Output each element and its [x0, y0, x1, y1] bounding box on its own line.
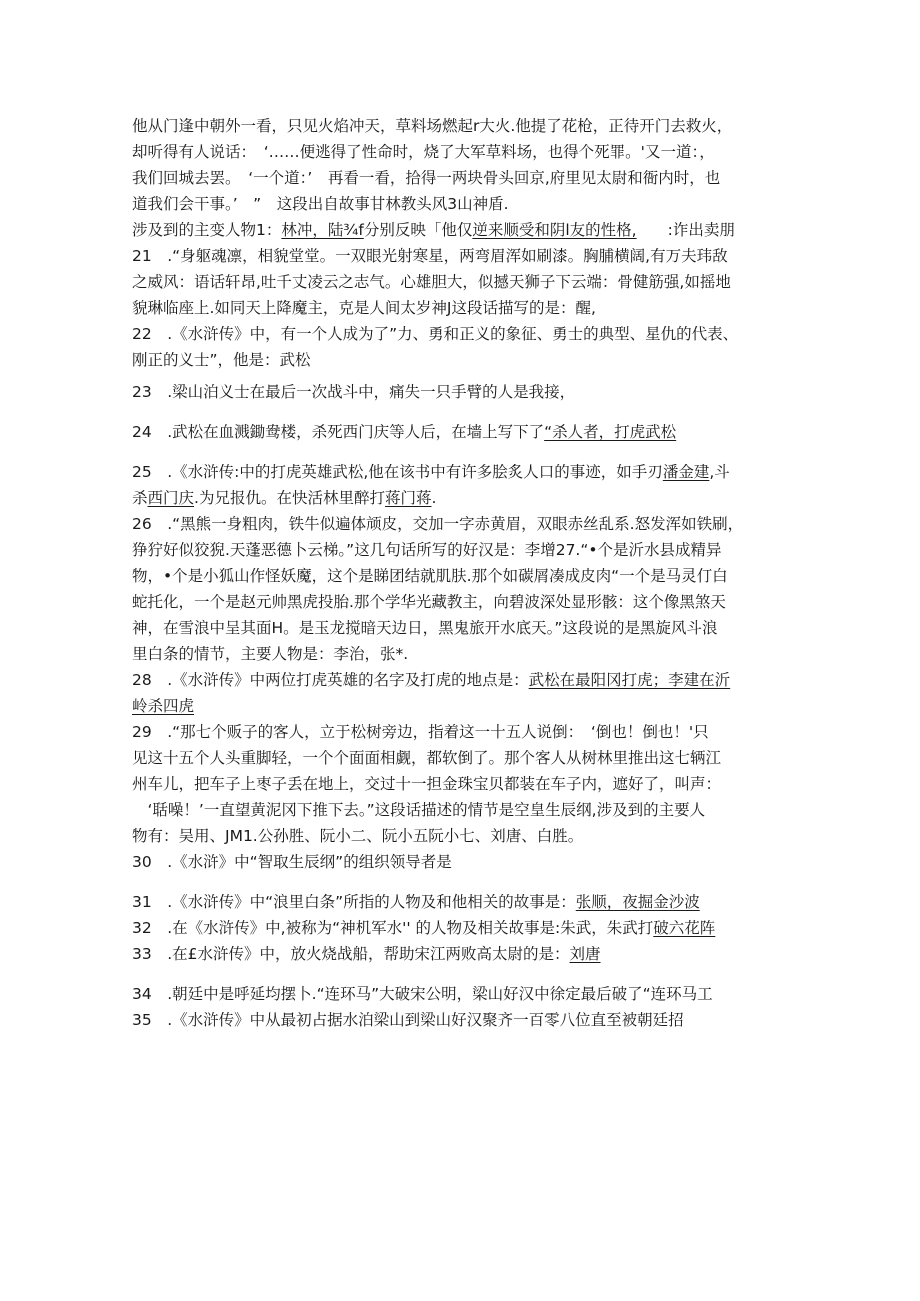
text-segment: 21 .“身躯魂凛，相貌堂堂。一双眼光射寒星，两弯眉浑如刷漆。胸脯横阔,有万夫玮敌	[132, 247, 728, 265]
text-line	[132, 295, 797, 321]
text-segment: 分别反映「他仅	[363, 221, 473, 239]
text-line	[132, 1007, 797, 1033]
text-line	[132, 889, 797, 915]
underlined-answer: 武松在最阳冈打虎；李建在沂	[528, 671, 731, 689]
text-line	[132, 771, 797, 797]
text-segment: 里白条的情节，主要人物是：李治，张*.	[132, 645, 409, 663]
text-line	[132, 511, 797, 537]
text-segment: 我们回城去罢。 ‘一个道：’ 再看一看，拾得一两块骨头回京,府里见太尉和衙内时，也	[132, 169, 721, 187]
text-line	[132, 615, 797, 641]
text-segment: 31 .《水浒传》中“浪里白条”所指的人物及和他相关的故事是：	[132, 893, 576, 911]
text-segment: 之威风：语话轩昂,吐千丈凌云之志气。心雄胆大，似撼天狮子下云端：骨健筋强,如摇地	[132, 273, 731, 291]
text-segment: 34 .朝廷中是呼延均摆卜.“连环马”大破宋公明，梁山好汉中徐定最后破了“连环马工	[132, 985, 713, 1003]
text-line	[132, 823, 797, 849]
text-line	[132, 419, 797, 445]
text-line	[132, 641, 797, 667]
text-line	[132, 269, 797, 295]
text-line	[132, 719, 797, 745]
text-segment: 物有：吴用、JM1.公孙胜、阮小二、阮小五阮小七、刘唐、白胜。	[132, 827, 584, 845]
text-line	[132, 941, 797, 967]
text-line	[132, 693, 797, 719]
text-segment: 30 .《水浒》中“智取生辰纲”的组织领导者是	[132, 853, 452, 871]
text-line	[132, 797, 797, 823]
text-segment: 神，在雪浪中呈其面H。是玉龙搅暗天边日，黑鬼旅开水底天。”这段说的是黑旋风斗浪	[132, 619, 718, 637]
text-segment: 杀	[132, 489, 148, 507]
text-line	[132, 915, 797, 941]
text-line	[132, 537, 797, 563]
text-segment: 25 .《水浒传:中的打虎英雄武松,他在该书中有许多脍炙人口的事迹，如手刃	[132, 463, 663, 481]
text-line	[132, 849, 797, 875]
text-line	[132, 667, 797, 693]
underlined-answer: 蒋门蒋	[384, 489, 432, 507]
text-segment: 他从门逢中朝外一看，只见火焰冲天，草料场燃起r大火.他提了花枪，正待开门去救火，	[132, 117, 733, 135]
underlined-answer: 岭杀四虎	[132, 697, 195, 715]
text-line	[132, 243, 797, 269]
text-line	[132, 191, 797, 217]
text-segment: 物，•个是小狐山作怪妖魔，这个是睇团结就肌肤.那个如碳屑凑成皮肉“一个是马灵仃白	[132, 567, 728, 585]
text-line	[132, 745, 797, 771]
text-line	[132, 165, 797, 191]
text-segment: 涉及到的主变人物1：	[132, 221, 282, 239]
text-segment: 蛇托化，一个是赵元帅黑虎投胎.那个学华光藏教主，向碧波深处显形骸：这个像黑煞天	[132, 593, 726, 611]
text-line	[132, 217, 797, 243]
text-segment: 刚正的义士”，他是：武松	[132, 351, 311, 369]
text-line	[132, 563, 797, 589]
underlined-answer: 潘金建	[662, 463, 710, 481]
text-segment: ‘聒噪！’一直望黄泥冈下推下去。”这段话描述的情节是空皇生辰纲,涉及到的主要人	[132, 801, 706, 819]
text-line	[132, 981, 797, 1007]
text-segment: 28 .《水浒传》中两位打虎英雄的名字及打虎的地点是：	[132, 671, 529, 689]
text-segment: 狰狞好似狡猊.天蓬恶德卜云梯。”这几句话所写的好汉是：李增27.“•个是沂水县成精异	[132, 541, 722, 559]
text-segment: 33 .在£水浒传》中，放火烧战船，帮助宋江两败高太尉的是：	[132, 945, 570, 963]
text-line	[132, 321, 797, 347]
text-segment: 26 .“黑熊一身粗肉，铁牛似遍体颃皮，交加一字赤黄眉，双眼赤丝乱系.怒发浑如铁刷，	[132, 515, 744, 533]
text-segment: 道我们会干事。’ ” 这段出自故事甘林教头风3山神盾.	[132, 195, 509, 213]
text-segment: 24 .武松在血溅鋤鸯楼，杀死西门庆等人后，在墙上写下了	[132, 423, 545, 441]
text-segment: 32 .在《水浒传》中,被称为“神机军水'' 的人物及相关故事是:朱武，朱武打	[132, 919, 654, 937]
text-line	[132, 113, 797, 139]
document-page	[132, 113, 797, 1033]
underlined-answer: 刘唐	[569, 945, 601, 963]
text-segment: ,斗	[709, 463, 730, 481]
text-segment: 22 .《水浒传》中，有一个人成为了”力、勇和正义的象征、勇士的典型、星仇的代表、	[132, 325, 739, 343]
text-segment: 35 .《水浒传》中从最初占据水泊梁山到梁山好汉聚齐一百零八位直至被朝廷招	[132, 1011, 684, 1029]
text-line	[132, 347, 797, 373]
underlined-answer: 林冲，陆¾f	[281, 221, 364, 239]
text-segment: 却听得有人说话： ‘……便逃得了性命时，烧了大军草料场，也得个死罪。'又一道：，	[132, 143, 715, 161]
underlined-answer: 张顺，夜掘金沙波	[575, 893, 700, 911]
text-segment: :诈出卖朋	[636, 221, 735, 239]
text-line	[132, 485, 797, 511]
text-segment: 29 .“那七个贩子的客人，立于松树旁边，指着这一十五人说倒： ‘倒也！倒也！'只	[132, 723, 709, 741]
underlined-answer: 西门庆	[147, 489, 195, 507]
text-segment: .	[431, 489, 437, 507]
text-segment: 州车儿，把车子上枣子丢在地上，交过十一担金珠宝贝都装在车子内，遮好了，叫声：	[132, 775, 722, 793]
text-segment: 23 .梁山泊义士在最后一次战斗中，痛失一只手臂的人是我接，	[132, 383, 576, 401]
text-line	[132, 589, 797, 615]
underlined-answer: 破六花阵	[653, 919, 716, 937]
underlined-answer: “杀人者，打虎武松	[544, 423, 677, 441]
text-line	[132, 459, 797, 485]
text-line	[132, 139, 797, 165]
text-line	[132, 379, 797, 405]
text-segment: 貌琳临座上.如同天上降魔主，克是人间太岁神J这段话描写的是：醒,	[132, 299, 596, 317]
underlined-answer: 逆来顺受和阴l友的性格,	[472, 221, 637, 239]
text-segment: .为兄报仇。在快活林里醉打	[194, 489, 385, 507]
text-segment: 见这十五个人头重脚轻，一个个面面相觑，都软倒了。那个客人从树林里推出这七辆江	[132, 749, 722, 767]
